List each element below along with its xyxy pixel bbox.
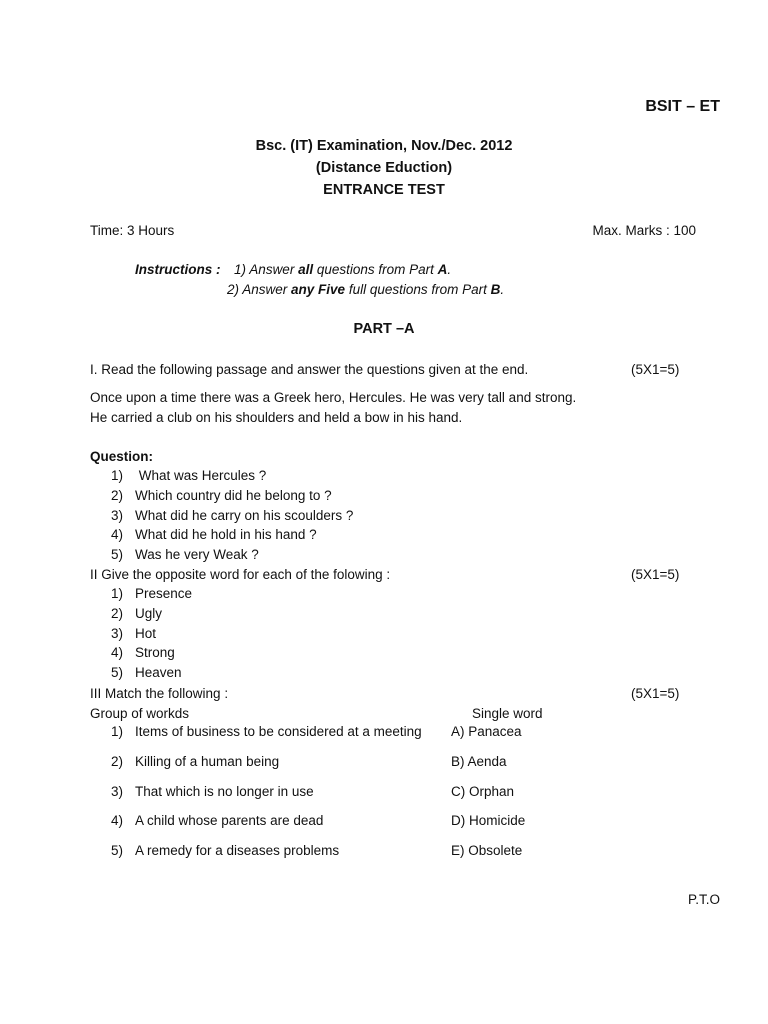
match-option: D) Homicide [451, 813, 526, 828]
question-2-marks: (5X1=5) [631, 567, 680, 582]
list-item: 2) Ugly [111, 606, 163, 621]
test-name: ENTRANCE TEST [323, 182, 445, 198]
question-3-marks: (5X1=5) [631, 686, 680, 701]
list-item: 5) Heaven [111, 665, 182, 680]
max-marks: Max. Marks : 100 [592, 223, 696, 238]
instruction-line-2: 2) Answer any Five full questions from Part B. [227, 282, 505, 297]
table-row: 1) Items of business to be considered at a meeting [111, 724, 422, 739]
match-column-right-header: Single word [472, 706, 543, 721]
table-row: 4) A child whose parents are dead [111, 813, 324, 828]
list-item: 5) Was he very Weak ? [111, 547, 259, 562]
match-option: A) Panacea [451, 724, 522, 739]
table-row: 3) That which is no longer in use [111, 784, 314, 799]
instruction-line-1: Instructions : 1) Answer all questions from Part A. [135, 262, 452, 277]
match-option: E) Obsolete [451, 843, 523, 858]
match-option: B) Aenda [451, 754, 507, 769]
list-item: 3) Hot [111, 626, 157, 641]
exam-mode: (Distance Eduction) [315, 160, 453, 176]
passage-line: Once upon a time there was a Greek hero, Hercules. He was very tall and strong. [90, 390, 577, 405]
question-1-marks: (5X1=5) [631, 362, 680, 377]
exam-title: Bsc. (IT) Examination, Nov./Dec. 2012 [255, 138, 513, 154]
emphasis-all: all [298, 262, 314, 277]
paper-code: BSIT – ET [645, 98, 720, 115]
list-item: 2) Which country did he belong to ? [111, 488, 332, 503]
please-turn-over: P.T.O [687, 892, 720, 907]
match-column-left-header: Group of workds [90, 706, 190, 721]
question-2-text: II Give the opposite word for each of the folowing : [90, 567, 391, 582]
question-1-text: I. Read the following passage and answer the questions given at the end. [90, 362, 529, 377]
table-row: 2) Killing of a human being [111, 754, 280, 769]
question-label: Question: [90, 449, 153, 464]
time-allowed: Time: 3 Hours [90, 223, 175, 238]
list-item: 3) What did he carry on his scoulders ? [111, 508, 354, 523]
list-item: 4) Strong [111, 645, 175, 660]
table-row: 5) A remedy for a diseases problems [111, 843, 340, 858]
list-item: 4) What did he hold in his hand ? [111, 527, 317, 542]
passage-line: He carried a club on his shoulders and held a bow in his hand. [90, 410, 463, 425]
instructions-label: Instructions : [135, 262, 221, 277]
match-option: C) Orphan [451, 784, 515, 799]
emphasis-any-five: any Five [291, 282, 346, 297]
list-item: 1) Presence [111, 586, 193, 601]
part-a-heading: PART –A [353, 321, 415, 337]
question-3-text: III Match the following : [90, 686, 229, 701]
list-item: 1) What was Hercules ? [111, 468, 267, 483]
